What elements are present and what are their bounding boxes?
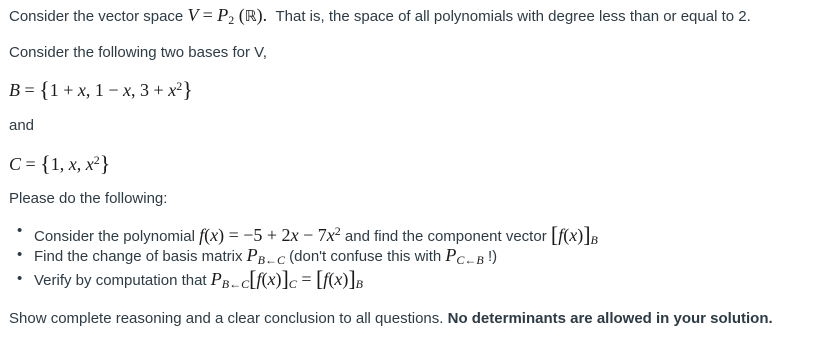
change-of-basis-formula: $P_{B\leftarrow C}$ xyxy=(246,245,285,267)
task-list xyxy=(9,219,598,291)
intro-prefix: Consider the vector space xyxy=(9,8,184,25)
bases-intro: Consider the following two bases for V, xyxy=(9,44,267,61)
verification-formula: $P_{B\leftarrow C}[f(x)]_C = [f(x)]_B$ xyxy=(210,266,363,291)
intro-suffix: That is, the space of all polynomials with degree less than or equal to 2. xyxy=(275,8,751,25)
component-vector-formula: $[f(x)]_B$ xyxy=(550,222,598,247)
basis-b-formula: B = {1 + x, 1 − x, $3 + x^2$} xyxy=(9,77,193,102)
instructions-heading: Please do the following: xyxy=(9,190,168,207)
list-item: • Find the change of basis matrix $P_{B\leftarrow C}$ (don't confuse this with $P_{C\leftarrow B}$ !) xyxy=(17,245,498,267)
vector-space-formula: $V = P_2$ (ℝ). xyxy=(187,5,268,27)
no-determinants-note: No determinants are allowed in your solution. xyxy=(447,310,773,327)
conclusion-text: Show complete reasoning and a clear conclusion to all questions. xyxy=(9,310,444,327)
list-item: • Consider the polynomial $f(x) = -5 + 2x - 7x^2$ and find the component vector $[f(x)]_B$ xyxy=(9,219,598,243)
conclusion-line xyxy=(9,309,773,329)
list-item: • Verify by computation that $P_{B\leftarrow C}[f(x)]_C = [f(x)]_B$ xyxy=(17,266,363,291)
intro-line xyxy=(9,5,751,30)
bullet-icon: • xyxy=(17,270,23,287)
reverse-change-of-basis-formula: $P_{C\leftarrow B}$ xyxy=(445,245,484,267)
bullet-icon: • xyxy=(17,246,23,263)
polynomial-formula: $f(x) = -5 + 2x - 7x^2$ xyxy=(199,224,341,245)
bullet-icon: • xyxy=(17,222,23,239)
and-text: and xyxy=(9,117,35,134)
basis-c-formula: C = {1, x, $x^2$} xyxy=(9,151,111,176)
